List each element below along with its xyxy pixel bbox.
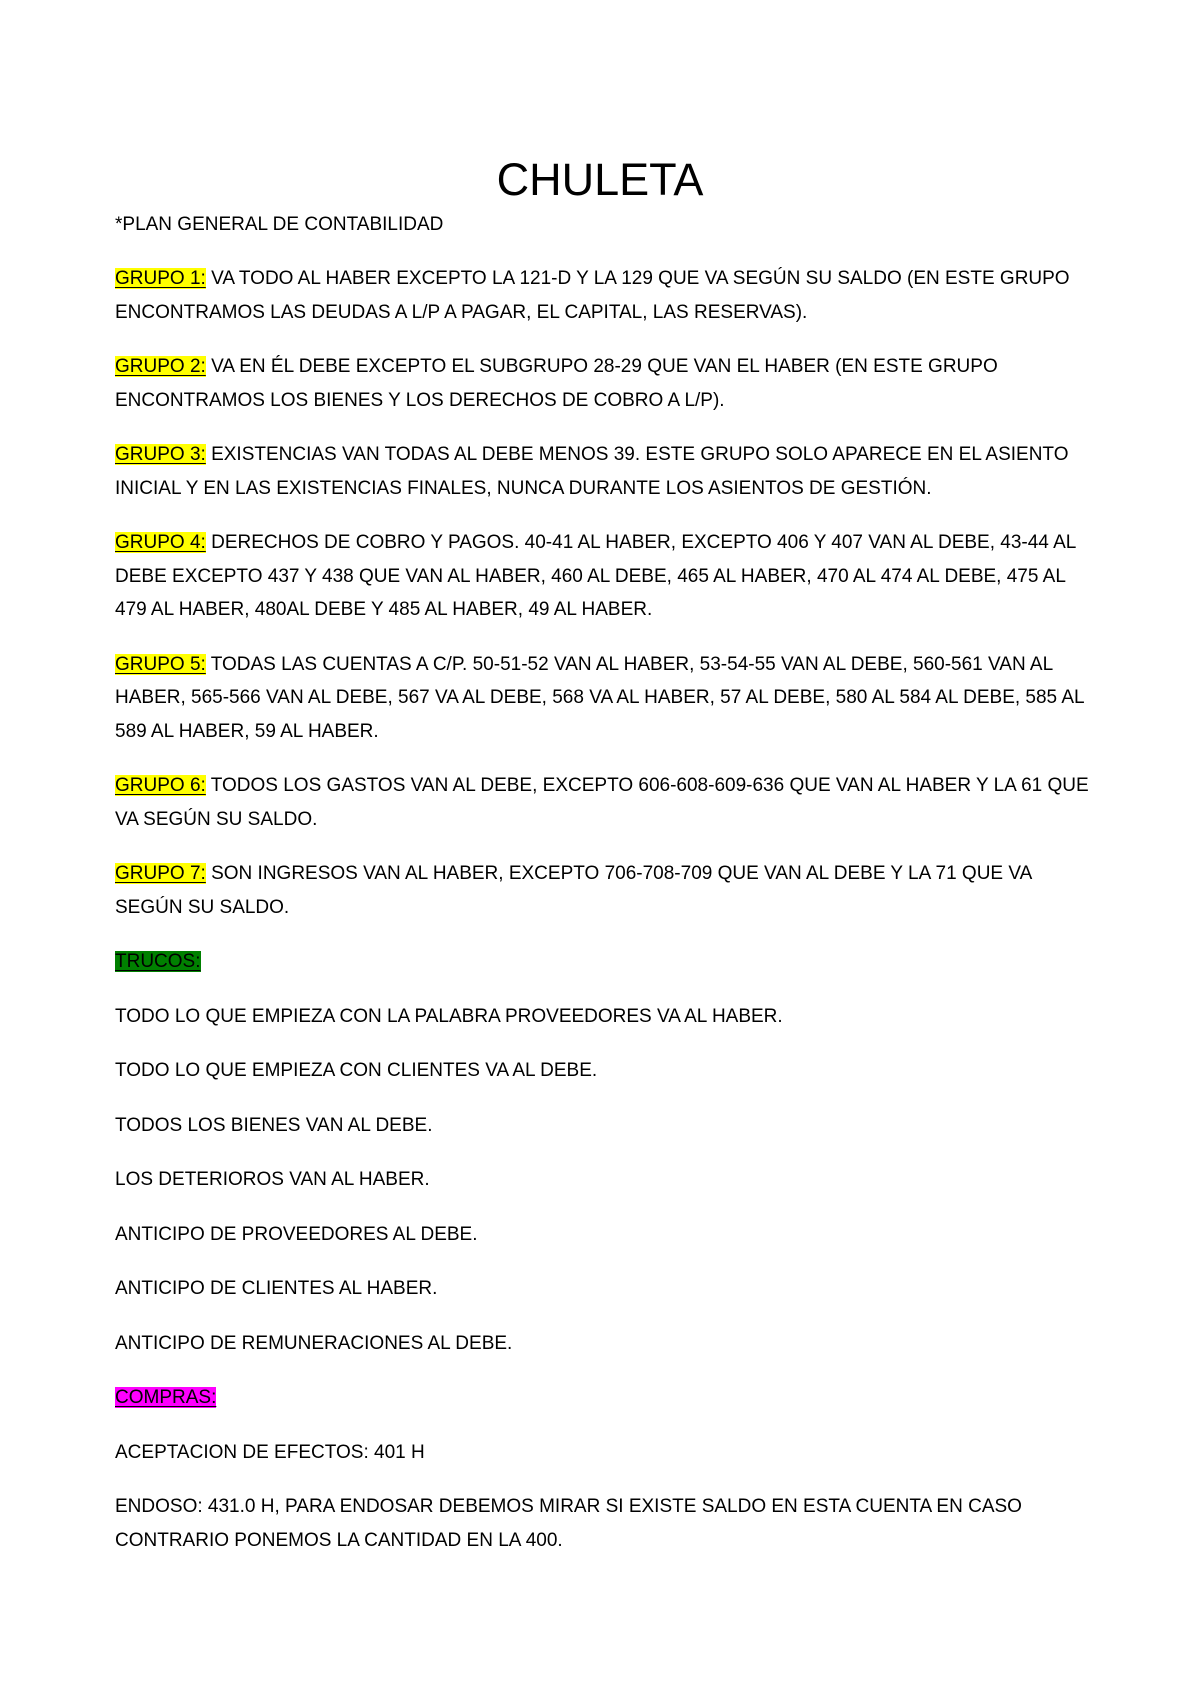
document-body <box>115 262 1100 1578</box>
page-title: CHULETA <box>496 154 704 206</box>
grupo-2-text: VA EN ÉL DEBE EXCEPTO EL SUBGRUPO 28-29 QUE VAN EL HABER (EN ESTE GRUPO ENCONTRAMOS LOS BIENES Y LOS DERECHOS DE COBRO A L/P). <box>115 356 998 411</box>
grupo-6-label: GRUPO 6: <box>115 775 206 796</box>
grupo-4-label: GRUPO 4: <box>115 532 206 553</box>
grupo-2-label: GRUPO 2: <box>115 356 206 377</box>
compras-label: COMPRAS: <box>115 1387 217 1408</box>
trucos-heading <box>115 945 1100 979</box>
grupo-7-label: GRUPO 7: <box>115 863 206 884</box>
truco-item: TODO LO QUE EMPIEZA CON CLIENTES VA AL DEBE. <box>115 1060 598 1081</box>
grupo-5-paragraph <box>115 648 1100 749</box>
grupo-3-paragraph <box>115 438 1100 505</box>
grupo-4-paragraph <box>115 526 1100 627</box>
trucos-label: TRUCOS: <box>115 951 201 972</box>
grupo-4-text: DERECHOS DE COBRO Y PAGOS. 40-41 AL HABER, EXCEPTO 406 Y 407 VAN AL DEBE, 43-44 AL DEBE EXCEPTO 437 Y 438 QUE VAN AL HABER, 460 AL DEBE, 465 AL HABER, 470 AL 474 AL DEBE, 475 AL 479 AL HABER, 480AL DEBE Y 485 AL HABER, 49 AL HABER. <box>115 532 1076 620</box>
grupo-1-paragraph <box>115 262 1100 329</box>
truco-item: ANTICIPO DE REMUNERACIONES AL DEBE. <box>115 1332 513 1354</box>
grupo-7-paragraph <box>115 857 1100 924</box>
grupo-5-text: TODAS LAS CUENTAS A C/P. 50-51-52 VAN AL HABER, 53-54-55 VAN AL DEBE, 560-561 VAN AL HABER, 565-566 VAN AL DEBE, 567 VA AL DEBE, 568 VA AL HABER, 57 AL DEBE, 580 AL 584 AL DEBE, 585 AL 589 AL HABER, 59 AL HABER. <box>115 653 1084 742</box>
grupo-5-label: GRUPO 5: <box>115 653 206 675</box>
truco-item: ANTICIPO DE PROVEEDORES AL DEBE. <box>115 1223 478 1245</box>
grupo-1-text: VA TODO AL HABER EXCEPTO LA 121-D Y LA 129 QUE VA SEGÚN SU SALDO (EN ESTE GRUPO ENCONTRAMOS LAS DEUDAS A L/P A PAGAR, EL CAPITAL, LAS RESERVAS). <box>115 268 1070 323</box>
compras-item: ENDOSO: 431.0 H, PARA ENDOSAR DEBEMOS MIRAR SI EXISTE SALDO EN ESTA CUENTA EN CASO CONTRARIO PONEMOS LA CANTIDAD EN LA 400. <box>115 1496 1022 1551</box>
truco-item: ANTICIPO DE CLIENTES AL HABER. <box>115 1278 438 1299</box>
grupo-1-label: GRUPO 1: <box>115 268 206 289</box>
compras-heading <box>115 1381 1100 1415</box>
truco-item: LOS DETERIOROS VAN AL HABER. <box>115 1169 430 1190</box>
section-subtitle: *PLAN GENERAL DE CONTABILIDAD <box>115 214 444 235</box>
compras-item: ACEPTACION DE EFECTOS: 401 H <box>115 1441 425 1463</box>
grupo-3-label: GRUPO 3: <box>115 444 206 465</box>
grupo-6-text: TODOS LOS GASTOS VAN AL DEBE, EXCEPTO 606-608-609-636 QUE VAN AL HABER Y LA 61 QUE VA SEGÚN SU SALDO. <box>115 775 1089 830</box>
grupo-2-paragraph <box>115 350 1100 417</box>
grupo-3-text: EXISTENCIAS VAN TODAS AL DEBE MENOS 39. ESTE GRUPO SOLO APARECE EN EL ASIENTO INICIAL Y EN LAS EXISTENCIAS FINALES, NUNCA DURANTE LOS ASIENTOS DE GESTIÓN. <box>115 444 1069 499</box>
truco-item: TODOS LOS BIENES VAN AL DEBE. <box>115 1114 433 1136</box>
grupo-7-text: SON INGRESOS VAN AL HABER, EXCEPTO 706-708-709 QUE VAN AL DEBE Y LA 71 QUE VA SEGÚN SU SALDO. <box>115 863 1032 918</box>
grupo-6-paragraph <box>115 769 1100 836</box>
truco-item: TODO LO QUE EMPIEZA CON LA PALABRA PROVEEDORES VA AL HABER. <box>115 1005 783 1027</box>
